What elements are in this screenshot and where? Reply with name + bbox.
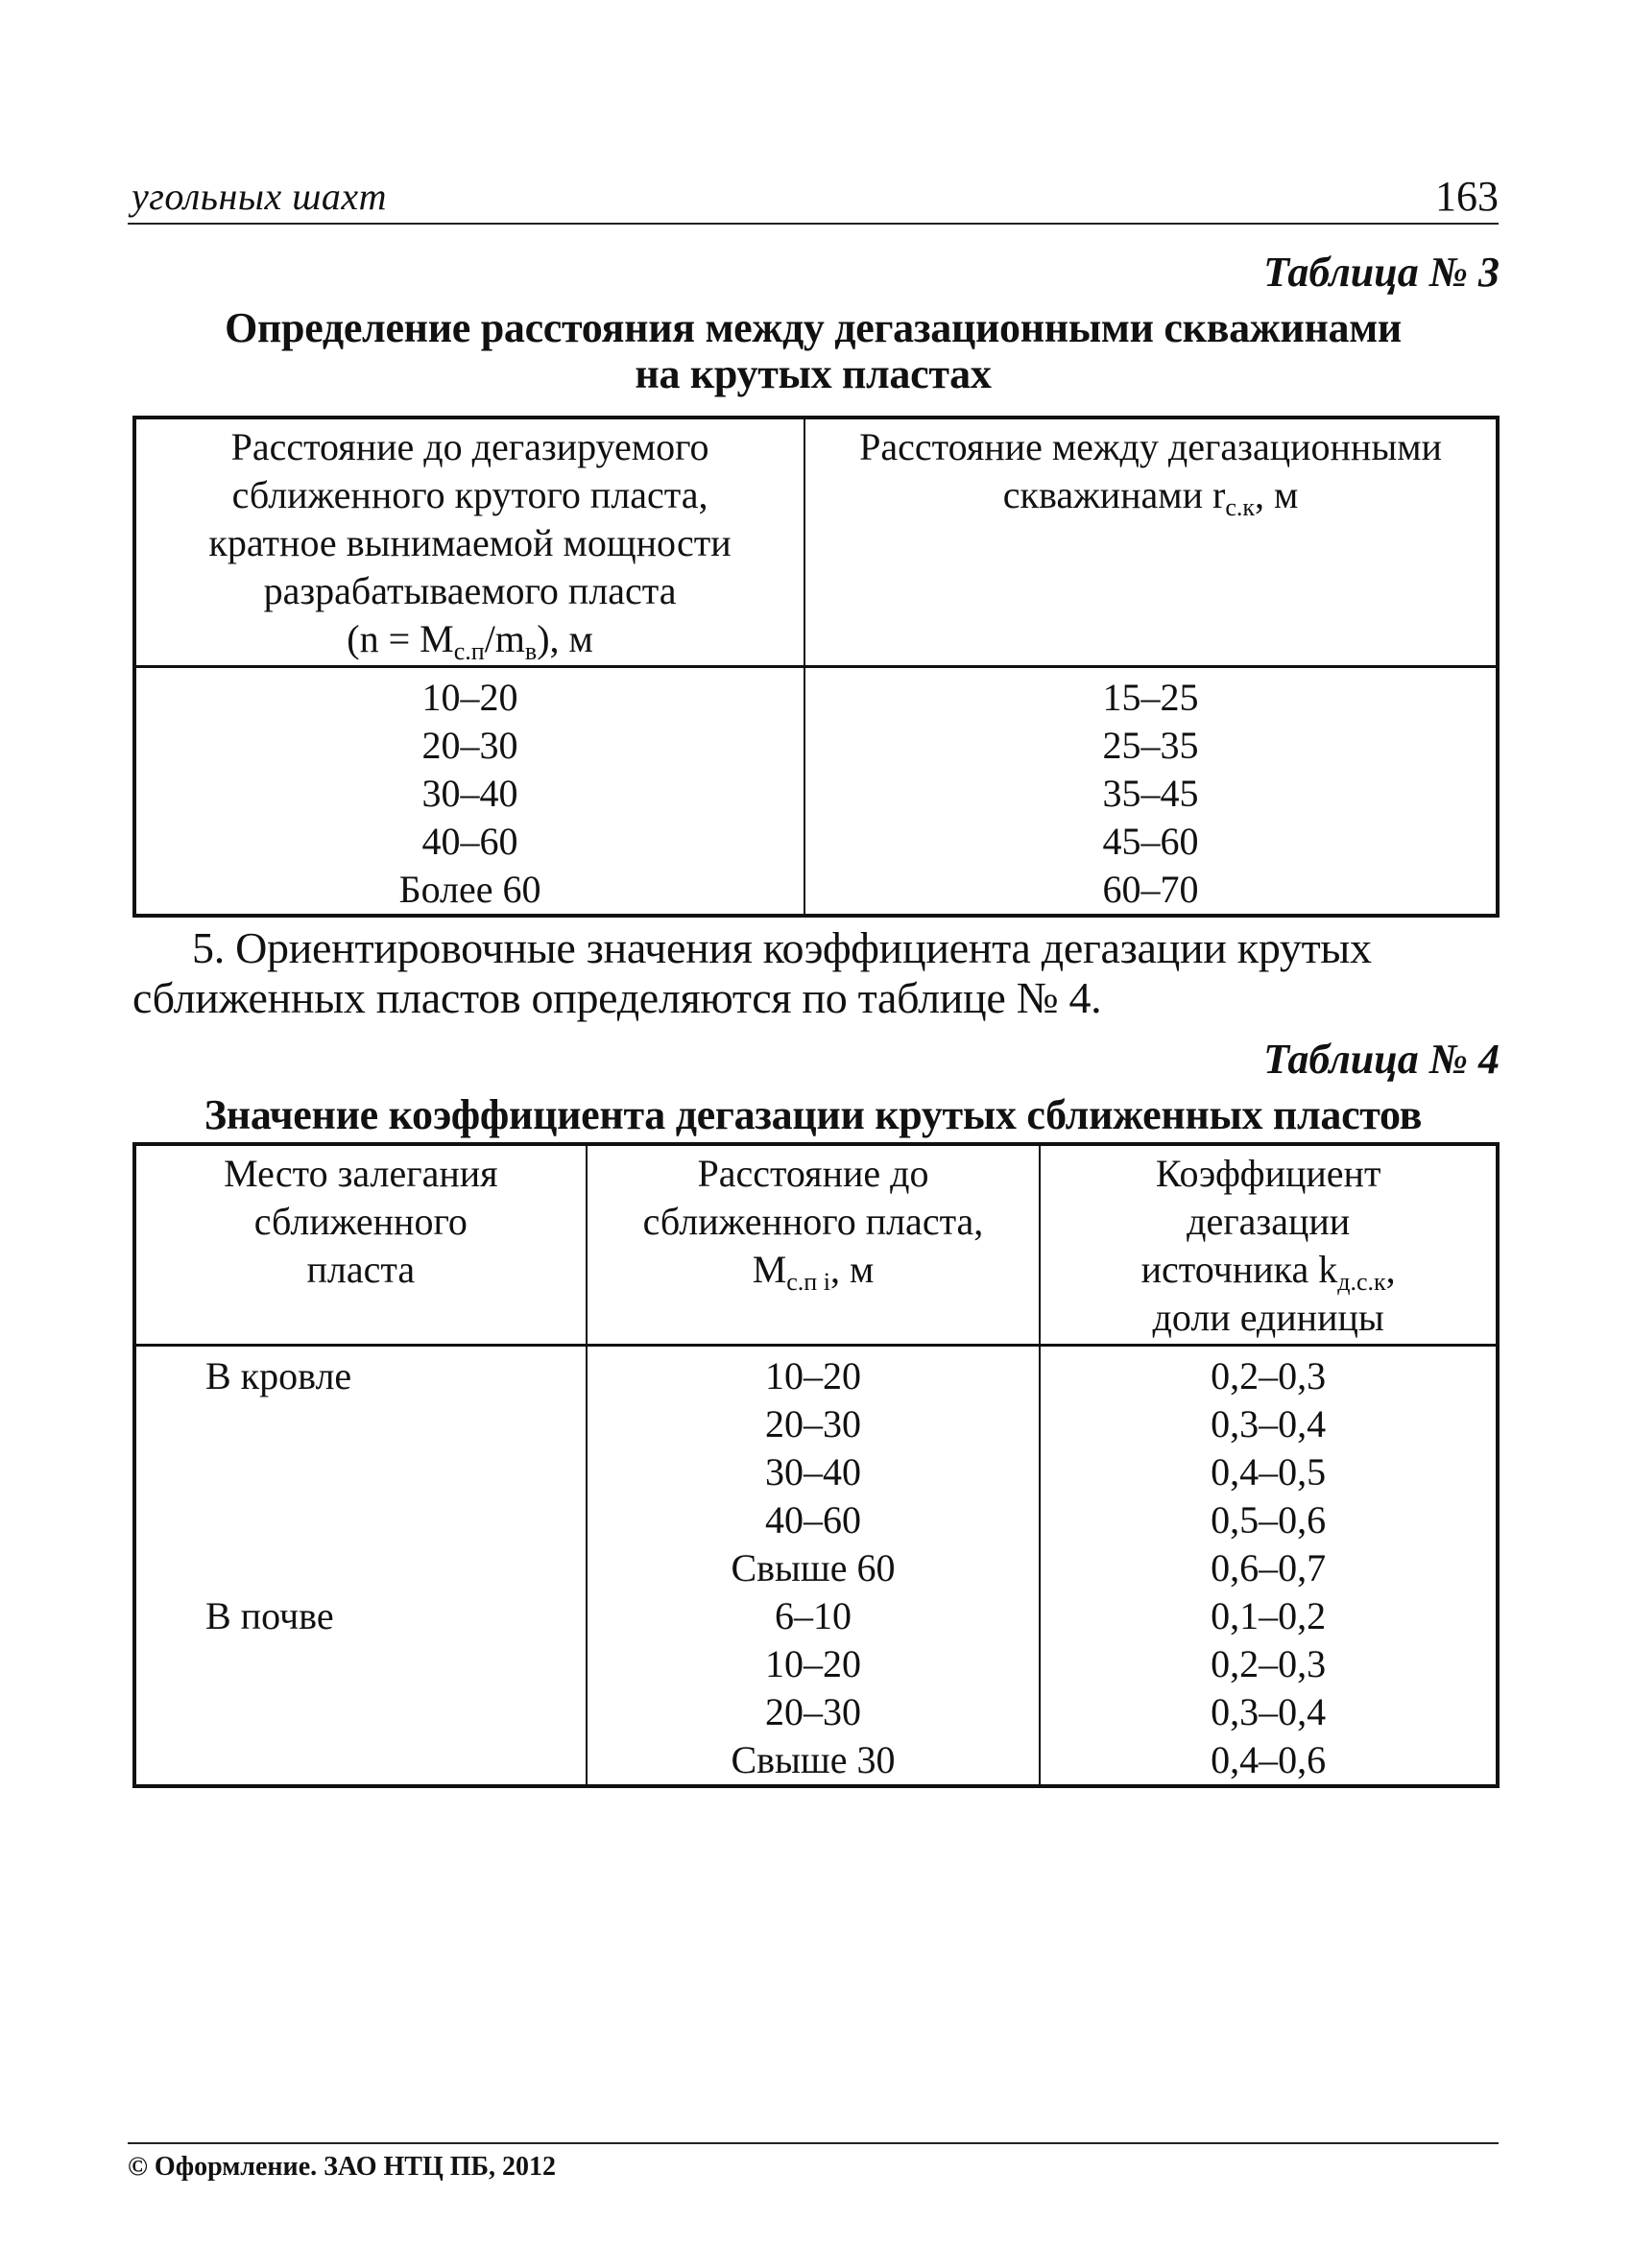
table-row <box>134 1592 1498 1640</box>
copyright-text: © Оформление. ЗАО НТЦ ПБ, 2012 <box>128 2152 557 2182</box>
table4-distance: Свыше 30 <box>587 1736 1041 1786</box>
table4-col1-header <box>134 1144 587 1346</box>
table4-header-row <box>134 1144 1498 1346</box>
table3-spacing: 60–70 <box>804 866 1498 916</box>
table3-distance: 40–60 <box>134 818 804 866</box>
symbol-subscript: д.с.к <box>1337 1268 1386 1296</box>
page-number: 163 <box>1435 173 1499 220</box>
symbol-text: M <box>752 1248 787 1291</box>
table4-distance: 40–60 <box>587 1496 1041 1544</box>
table3-title-line1: Определение расстояния между дегазационными скважинами <box>225 304 1402 351</box>
table4-coef: 0,1–0,2 <box>1040 1592 1498 1640</box>
table-row <box>134 1544 1498 1592</box>
table3-distance: 30–40 <box>134 770 804 818</box>
table3 <box>132 416 1500 918</box>
table-row <box>134 818 1498 866</box>
table4-col3-header <box>1040 1144 1498 1346</box>
table4-coef: 0,4–0,6 <box>1040 1736 1498 1786</box>
table4-distance: 6–10 <box>587 1592 1041 1640</box>
table3-distance: 10–20 <box>134 667 804 723</box>
table4-location <box>134 1640 587 1688</box>
table4-coef: 0,2–0,3 <box>1040 1640 1498 1688</box>
table-row <box>134 1640 1498 1688</box>
symbol-suffix: , м <box>829 1248 875 1291</box>
running-title: угольных шахт <box>132 175 388 218</box>
table4-location <box>134 1496 587 1544</box>
table-row <box>134 770 1498 818</box>
table4-col3-header-line: дегазации <box>1187 1200 1351 1243</box>
table4-coef: 0,5–0,6 <box>1040 1496 1498 1544</box>
formula-part: /m <box>484 617 525 660</box>
table4-distance: 20–30 <box>587 1400 1041 1448</box>
page-header <box>128 171 1499 225</box>
table4-distance: 20–30 <box>587 1688 1041 1736</box>
table-row <box>134 866 1498 916</box>
table4-col1-header-line: пласта <box>306 1248 416 1291</box>
symbol-subscript: с.к <box>1225 493 1255 521</box>
table4-col2-header-symbol <box>597 1246 1030 1294</box>
formula-part: (n = M <box>347 617 454 660</box>
table4-distance: 30–40 <box>587 1448 1041 1496</box>
table3-col1-header-line: сближенного крутого пласта, <box>231 473 708 516</box>
table4-location <box>134 1688 587 1736</box>
table-row <box>134 1688 1498 1736</box>
table4-col3-header-symbol <box>1050 1246 1486 1294</box>
table3-spacing: 45–60 <box>804 818 1498 866</box>
table3-col1-header-line: Расстояние до дегазируемого <box>230 425 709 468</box>
table3-col2-header-line: Расстояние между дегазационными <box>859 425 1442 468</box>
formula-part: ), м <box>537 617 593 660</box>
table4-distance: Свыше 60 <box>587 1544 1041 1592</box>
table3-spacing: 15–25 <box>804 667 1498 723</box>
symbol-suffix: , <box>1385 1248 1396 1291</box>
table4-title: Значение коэффициента дегазации крутых сближенных пластов <box>204 1091 1423 1138</box>
table4-coef: 0,6–0,7 <box>1040 1544 1498 1592</box>
body-paragraph <box>132 923 1500 1023</box>
table3-distance: 20–30 <box>134 722 804 770</box>
table3-title-line2: на крутых пластах <box>635 350 992 397</box>
table3-spacing: 35–45 <box>804 770 1498 818</box>
formula-subscript: с.п <box>453 637 485 665</box>
table3-col1-header-line: кратное вынимаемой мощности <box>208 521 732 564</box>
table4-col3-header-line: Коэффициент <box>1155 1152 1381 1195</box>
table4-label: Таблица № 4 <box>1263 1036 1500 1083</box>
symbol-subscript: с.п i <box>786 1268 830 1296</box>
table-row <box>134 722 1498 770</box>
table3-title <box>128 305 1499 397</box>
table-row <box>134 1346 1498 1401</box>
table4 <box>132 1142 1500 1788</box>
table3-col1-header <box>134 418 804 667</box>
paragraph-line2: сближенных пластов определяются по таблице № 4. <box>132 973 1102 1022</box>
symbol-text: скважинами r <box>1002 473 1226 516</box>
table4-col2-header <box>587 1144 1041 1346</box>
table3-label: Таблица № 3 <box>1263 249 1500 296</box>
table-row <box>134 1496 1498 1544</box>
table4-distance: 10–20 <box>587 1640 1041 1688</box>
table4-distance: 10–20 <box>587 1346 1041 1401</box>
table4-col1-header-line: Место залегания <box>224 1152 498 1195</box>
page-footer <box>128 2142 1499 2183</box>
table4-location <box>134 1448 587 1496</box>
table4-col2-header-line: сближенного пласта, <box>642 1200 984 1243</box>
table3-spacing: 25–35 <box>804 722 1498 770</box>
table4-coef: 0,4–0,5 <box>1040 1448 1498 1496</box>
symbol-text: источника k <box>1140 1248 1338 1291</box>
paragraph-text: 5. Ориентировочные значения коэффициента дегазации крутых <box>192 923 1372 972</box>
table4-coef: 0,3–0,4 <box>1040 1400 1498 1448</box>
table3-col1-header-line: разрабатываемого пласта <box>263 569 677 612</box>
table4-col2-header-line: Расстояние до <box>697 1152 929 1195</box>
table4-coef: 0,3–0,4 <box>1040 1688 1498 1736</box>
table4-location: В кровле <box>134 1346 587 1401</box>
table4-col3-header-line: доли единицы <box>1152 1296 1384 1339</box>
table3-distance: Более 60 <box>134 866 804 916</box>
table-row <box>134 1736 1498 1786</box>
table3-col2-header-symbol <box>815 471 1486 519</box>
table4-location <box>134 1736 587 1786</box>
table4-col1-header-line: сближенного <box>253 1200 468 1243</box>
symbol-suffix: , м <box>1255 473 1299 516</box>
table4-location <box>134 1544 587 1592</box>
table-row <box>134 667 1498 723</box>
table3-col1-formula <box>146 615 794 663</box>
table3-header-row <box>134 418 1498 667</box>
table3-col2-header <box>804 418 1498 667</box>
table4-location: В почве <box>134 1592 587 1640</box>
paragraph-line1 <box>132 923 1500 973</box>
table-row <box>134 1400 1498 1448</box>
formula-subscript: в <box>524 637 538 665</box>
table4-coef: 0,2–0,3 <box>1040 1346 1498 1401</box>
table-row <box>134 1448 1498 1496</box>
table4-location <box>134 1400 587 1448</box>
